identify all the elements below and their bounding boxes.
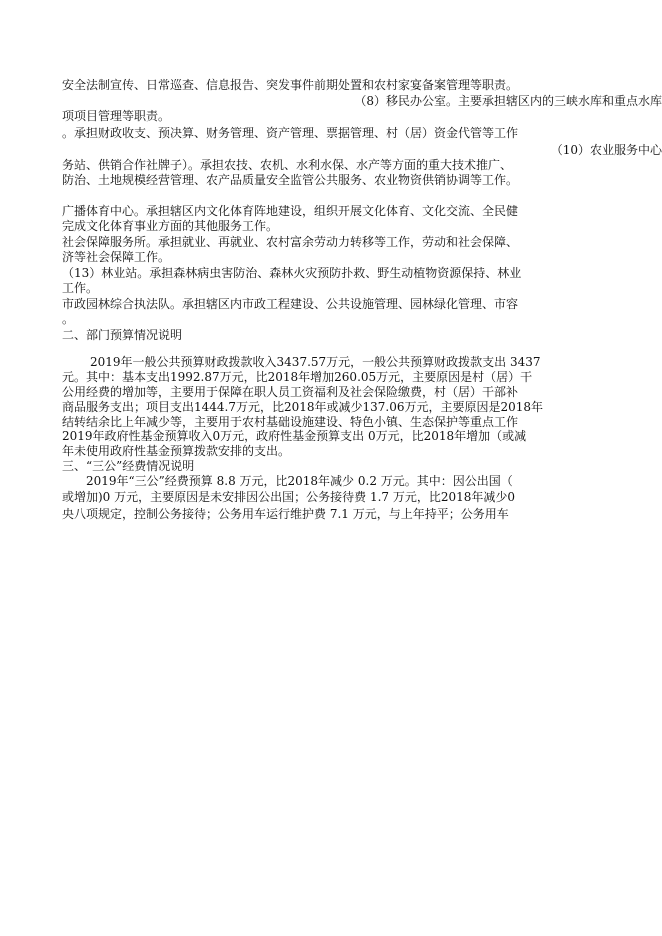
text-line: 元。其中：基本支出1992.87万元，比2018年增加260.05万元，主要原因是村（居）干	[62, 370, 533, 384]
text-line: 济等社会保障工作。	[62, 250, 171, 264]
text-line: 项项目管理等职责。	[62, 109, 171, 123]
text-line: 商品服务支出；项目支出1444.7万元，比2018年或减少137.06万元，主要原因是2018年	[62, 400, 544, 414]
text-line: 完成文化体育事业方面的其他服务工作。	[62, 219, 279, 233]
text-line: （8）移民办公室。主要承担辖区内的三峡水库和重点水库	[354, 94, 662, 108]
text-line: 。承担财政收支、预决算、财务管理、资产管理、票据管理、村（居）资金代管等工作	[62, 126, 519, 140]
text-line: 广播体育中心。承担辖区内文化体育阵地建设，组织开展文化体育、文化交流、全民健	[62, 204, 519, 218]
text-line: 结转结余比上年减少等，主要用于农村基础设施建设、特色小镇、生态保护等重点工作	[62, 415, 519, 429]
text-line: 公用经费的增加等，主要用于保障在职人员工资福利及社会保险缴费，村（居）干部补	[62, 385, 519, 399]
text-line: 。	[62, 312, 75, 326]
text-line: 年未使用政府性基金预算拨款安排的支出。	[62, 444, 291, 458]
text-line: 2019年“三公”经费预算 8.8 万元，比2018年减少 0.2 万元。其中：因公出国（	[86, 474, 513, 488]
text-line: 或增加)0 万元，主要原因是未安排因公出国；公务接待费 1.7 万元，比2018年减少0	[62, 490, 516, 504]
text-line: 2019年一般公共预算财政拨款收入3437.57万元，一般公共预算财政拨款支出 3437	[90, 355, 541, 369]
text-line: 防治、土地规模经营管理、农产品质量安全监管公共服务、农业物资供销协调等工作。	[62, 173, 519, 187]
text-line: 2019年政府性基金预算收入0万元，政府性基金预算支出 0万元，比2018年增加（或减	[62, 429, 527, 443]
text-line: 工作。	[62, 281, 99, 295]
text-line: 市政园林综合执法队。承担辖区内市政工程建设、公共设施管理、园林绿化管理、市容	[62, 297, 519, 311]
text-line: 安全法制宣传、日常巡查、信息报告、突发事件前期处置和农村家宴备案管理等职责。	[62, 78, 519, 92]
document-body	[62, 78, 662, 540]
text-line: （10）农业服务中心	[550, 143, 662, 157]
text-line: （13）林业站。承担森林病虫害防治、森林火灾预防扑救、野生动植物资源保持、林业	[62, 266, 522, 280]
text-line: 务站、供销合作社牌子）。承担农技、农机、水利水保、水产等方面的重大技术推广、	[62, 158, 513, 172]
text-line: 央八项规定，控制公务接待；公务用车运行维护费 7.1 万元，与上年持平；公务用车	[62, 507, 509, 521]
section-heading: 二、部门预算情况说明	[62, 328, 183, 342]
section-heading: 三、“三公”经费情况说明	[62, 459, 195, 473]
text-line: 社会保障服务所。承担就业、再就业、农村富余劳动力转移等工作，劳动和社会保障、	[62, 235, 519, 249]
